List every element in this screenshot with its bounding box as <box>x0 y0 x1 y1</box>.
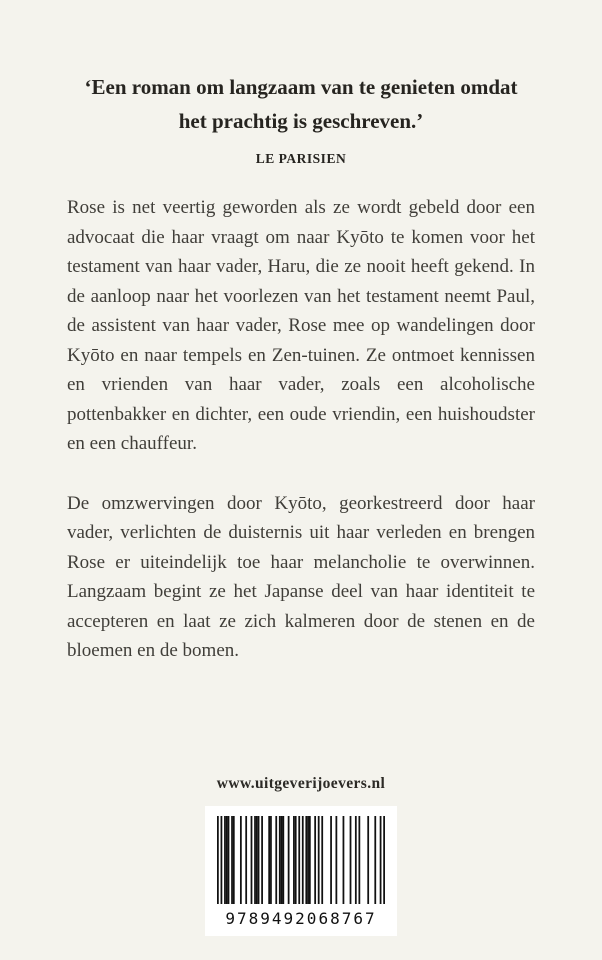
synopsis-paragraph: De omzwervingen door Kyōto, georkestreerd door haar vader, verlichten de duisternis uit haar verleden en brengen Rose er uiteindelijk toe haar melancholie te overwinnen. Langzaam begint ze het Japanse deel van haar identiteit te accepteren en laat ze zich kalmeren door de stenen en de bloemen en de bomen. <box>67 492 535 661</box>
pull-quote: ‘Een roman om langzaam van te genieten omdat het prachtig is geschreven.’ <box>84 75 518 133</box>
barcode-number: 9789492068767 <box>225 909 377 928</box>
barcode-box <box>205 806 397 936</box>
publisher-website: www.uitgeverijoevers.nl <box>216 775 386 792</box>
quote-attribution: LE PARISIEN <box>255 151 347 166</box>
barcode-icon <box>217 816 385 904</box>
footer <box>0 775 602 936</box>
synopsis <box>67 193 535 666</box>
review-quote-block <box>0 0 602 167</box>
synopsis-paragraph: Rose is net veertig geworden als ze wordt gebeld door een advocaat die haar vraagt om naar Kyōto te komen voor het testament van haar vader, Haru, die ze nooit heeft gekend. In de aanloop naar het voorlezen van het testament neemt Paul, de assistent van haar vader, Rose mee op wandelingen door Kyōto en naar tempels en Zen-tuinen. Ze ontmoet kennissen en vrienden van haar vader, zoals een alcoholische pottenbakker en dichter, een oude vriendin, een huishoudster en een chauffeur. <box>67 197 535 454</box>
